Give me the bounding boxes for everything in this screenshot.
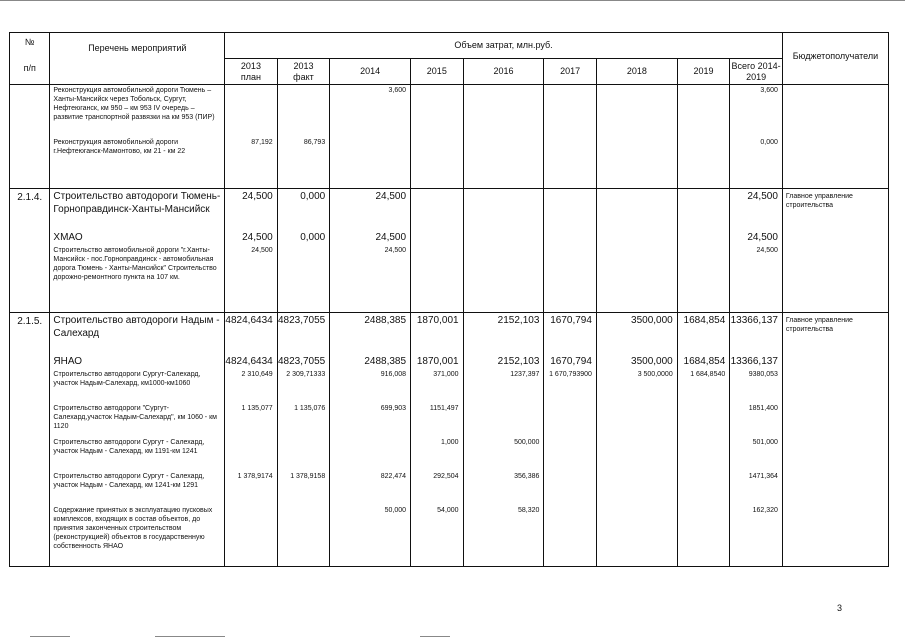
activity-name: Строительство автодороги Сургут - Салехард, участок Надым - Салехард, км 1191-км 1241 [53, 439, 205, 455]
scan-line-bottom-2 [155, 636, 225, 637]
header-number-cell [10, 33, 50, 85]
value [597, 231, 673, 245]
row-number-cell [10, 313, 50, 567]
value [597, 404, 673, 437]
row-number: 2.1.4. [17, 192, 43, 203]
activity-name: Строительство автодороги Сургут-Салехард, участок Надым-Салехард, км1000-км1060 [53, 371, 201, 387]
header-recipients: Бюджетополучатели [792, 51, 879, 61]
value: 87,192 [251, 139, 273, 146]
value: 1 378,9174 [237, 473, 273, 480]
value: 24,500 [756, 247, 778, 254]
value-cell-col-6 [596, 313, 677, 567]
value [278, 438, 326, 471]
value: 3500,000 [631, 315, 673, 326]
value: 0,000 [300, 232, 326, 243]
value [597, 86, 673, 137]
year-header-4: 2016 [463, 59, 544, 85]
value: 4823,7055 [277, 315, 326, 326]
value-cell-col-2 [330, 189, 411, 313]
value [464, 138, 540, 171]
activity-name: Строительство автомобильной дороги "г.Ханты-Мансийск - пос.Горноправдинск - автомобильная дорога Тюмень - Ханты-Мансийск" Строительство дорожно-ремонтного пункта на 107 км. [53, 247, 217, 281]
value [330, 438, 406, 471]
value-cell-col-1 [277, 313, 330, 567]
value [678, 472, 726, 505]
value [464, 404, 540, 437]
value: 1237,397 [510, 371, 540, 378]
value: 24,500 [242, 232, 273, 243]
value [544, 190, 592, 230]
header-recipients-cell [782, 33, 888, 85]
page-number: 3 [837, 603, 843, 613]
value [597, 246, 673, 297]
value: 699,903 [380, 405, 407, 412]
header-list-title: Перечень мероприятий [88, 43, 187, 53]
value-cell-col-6 [596, 189, 677, 313]
value-cell-col-2 [330, 85, 411, 189]
activity-name: Строительство автодороги Сургут - Салехард, участок Надым - Салехард, км 1241-км 1291 [53, 473, 205, 489]
value: 2152,103 [497, 356, 540, 367]
value: 24,500 [375, 191, 407, 202]
activity-name: ЯНАО [53, 356, 83, 367]
scan-line-bottom-3 [420, 636, 450, 637]
value [411, 138, 459, 171]
value: 1 670,793900 [549, 371, 592, 378]
value: 24,500 [375, 232, 407, 243]
recipient-cell [782, 189, 888, 313]
year-header-7: 2019 [677, 59, 730, 85]
value [678, 231, 726, 245]
year-header-0: 2013 план [225, 59, 278, 85]
value: 1870,001 [416, 315, 459, 326]
value-cell-col-7 [677, 189, 730, 313]
value [544, 438, 592, 471]
recipient: Главное управление строительства [785, 317, 853, 333]
value: 1151,497 [429, 405, 459, 412]
value: 162,320 [752, 507, 778, 514]
value [544, 404, 592, 437]
value: 13366,137 [730, 315, 778, 326]
value [544, 231, 592, 245]
value [678, 438, 726, 471]
value: 1684,854 [683, 315, 726, 326]
value-cell-col-5 [544, 189, 597, 313]
activity-name: Строительство автодороги Надым - Салехард [53, 315, 220, 339]
value [330, 138, 406, 171]
value [678, 138, 726, 171]
activity-name: ХМАО [53, 232, 83, 243]
value [544, 86, 592, 137]
row-number-cell [10, 189, 50, 313]
value [597, 506, 673, 566]
table-body [10, 33, 889, 567]
value [597, 472, 673, 505]
value-cell-col-7 [677, 313, 730, 567]
recipient-cell [782, 85, 888, 189]
value: 916,008 [380, 371, 407, 378]
value: 1 135,077 [241, 405, 273, 412]
value: 356,386 [514, 473, 540, 480]
value: 9380,053 [748, 371, 778, 378]
activity-name: Реконструкция автомобильной дороги Тюмень – Ханты-Мансийск через Тобольск, Сургут, Нефтеюганск, км 950 – км 953 IV очередь – развитие транспортной развязки на км 953 (ПИР) [53, 87, 215, 121]
value: 24,500 [747, 191, 778, 202]
value: 50,000 [384, 507, 407, 514]
value: 1471,364 [748, 473, 778, 480]
value: 58,320 [517, 507, 540, 514]
value [597, 190, 673, 230]
value: 86,793 [303, 139, 326, 146]
activity-names-cell [50, 85, 225, 189]
value [464, 231, 540, 245]
activity-name: Строительство автодороги Тюмень-Горноправдинск-Ханты-Мансийск [53, 191, 221, 215]
value: 3 500,0000 [637, 371, 673, 378]
header-cost-cell [225, 33, 783, 59]
value-cell-col-1 [277, 85, 330, 189]
value: 2152,103 [497, 315, 540, 326]
activity-names-cell [50, 189, 225, 313]
value: 1851,400 [748, 405, 778, 412]
activity-name: Содержание принятых в эксплуатацию пусковых комплексов, входящих в состав объектов, до принятия законченных строительством (реконструкцией) объектов в государственную собственность ЯНАО [53, 507, 213, 550]
value [678, 506, 726, 566]
value: 2 310,649 [241, 371, 273, 378]
value-cell-col-8 [730, 189, 783, 313]
table-row [10, 189, 889, 313]
value-cell-col-3 [411, 313, 464, 567]
activity-name: Реконструкция автомобильной дороги г.Нефтеюганск-Мамонтово, км 21 - км 22 [53, 139, 186, 155]
value [411, 231, 459, 245]
value: 1670,794 [550, 356, 592, 367]
year-header-5: 2017 [544, 59, 597, 85]
value: 1,000 [441, 439, 459, 446]
header-cost-title: Объем затрат, млн.руб. [454, 40, 553, 50]
value-cell-col-8 [730, 313, 783, 567]
value: 4823,7055 [277, 356, 326, 367]
value [278, 506, 326, 566]
value [464, 246, 540, 297]
value: 1 378,9158 [290, 473, 326, 480]
value: 1684,854 [683, 356, 726, 367]
value-cell-col-0 [225, 313, 278, 567]
value [225, 506, 273, 566]
value [411, 86, 459, 137]
value [544, 506, 592, 566]
value-cell-col-6 [596, 85, 677, 189]
value [678, 246, 726, 297]
row-number: 2.1.5. [17, 316, 43, 327]
value-cell-col-0 [225, 85, 278, 189]
value: 2488,385 [364, 315, 407, 326]
row-number-cell [10, 85, 50, 189]
value [597, 438, 673, 471]
value [278, 246, 326, 297]
value [544, 472, 592, 505]
value-cell-col-4 [463, 313, 544, 567]
value: 500,000 [514, 439, 540, 446]
value [678, 86, 726, 137]
value-cell-col-4 [463, 189, 544, 313]
value [544, 246, 592, 297]
value-cell-col-0 [225, 189, 278, 313]
value: 3500,000 [631, 356, 673, 367]
value: 292,504 [433, 473, 459, 480]
value-cell-col-3 [411, 85, 464, 189]
value: 3,600 [388, 87, 407, 94]
year-header-6: 2018 [596, 59, 677, 85]
value-cell-col-5 [544, 313, 597, 567]
value-cell-col-5 [544, 85, 597, 189]
table-row [10, 85, 889, 189]
value: 4824,6434 [225, 356, 273, 367]
value: 3,600 [760, 87, 778, 94]
value-cell-col-2 [330, 313, 411, 567]
recipient-cell [782, 313, 888, 567]
value [225, 438, 273, 471]
value [464, 190, 540, 230]
value [597, 138, 673, 171]
scan-line-top [0, 0, 905, 1]
value: 0,000 [300, 191, 326, 202]
value [411, 246, 459, 297]
value: 24,500 [251, 247, 273, 254]
value: 1 135,076 [294, 405, 326, 412]
scan-line-bottom-1 [30, 636, 70, 637]
value: 1870,001 [416, 356, 459, 367]
year-header-1: 2013 факт [277, 59, 330, 85]
year-header-8: Всего 2014- 2019 [730, 59, 783, 85]
value: 2488,385 [364, 356, 407, 367]
value: 1 684,8540 [690, 371, 726, 378]
header-no: № [24, 37, 35, 47]
value-cell-col-7 [677, 85, 730, 189]
value: 501,000 [752, 439, 778, 446]
table-row [10, 313, 889, 567]
value [225, 86, 273, 137]
value: 2 309,71333 [286, 371, 326, 378]
header-pp: п/п [23, 63, 36, 73]
value [411, 190, 459, 230]
value-cell-col-1 [277, 189, 330, 313]
value-cell-col-8 [730, 85, 783, 189]
value: 371,000 [433, 371, 459, 378]
value [464, 86, 540, 137]
activity-name: Строительство автодороги "Сургут-Салехард,участок Надым-Салехард", км 1060 - км 1120 [53, 405, 217, 430]
year-header-3: 2015 [411, 59, 464, 85]
recipient: Главное управление строительства [785, 193, 853, 209]
value: 4824,6434 [225, 315, 273, 326]
value: 24,500 [747, 232, 778, 243]
value: 24,500 [384, 247, 407, 254]
value: 24,500 [242, 191, 273, 202]
header-list-cell [50, 33, 225, 85]
value [278, 86, 326, 137]
value: 1670,794 [550, 315, 592, 326]
value: 13366,137 [730, 356, 778, 367]
activity-names-cell [50, 313, 225, 567]
value: 54,000 [437, 507, 459, 514]
budget-table [9, 32, 889, 567]
value-cell-col-3 [411, 189, 464, 313]
year-header-2: 2014 [330, 59, 411, 85]
value [678, 190, 726, 230]
value: 822,474 [380, 473, 407, 480]
value [544, 138, 592, 171]
value: 0,000 [760, 139, 778, 146]
value [678, 404, 726, 437]
value-cell-col-4 [463, 85, 544, 189]
